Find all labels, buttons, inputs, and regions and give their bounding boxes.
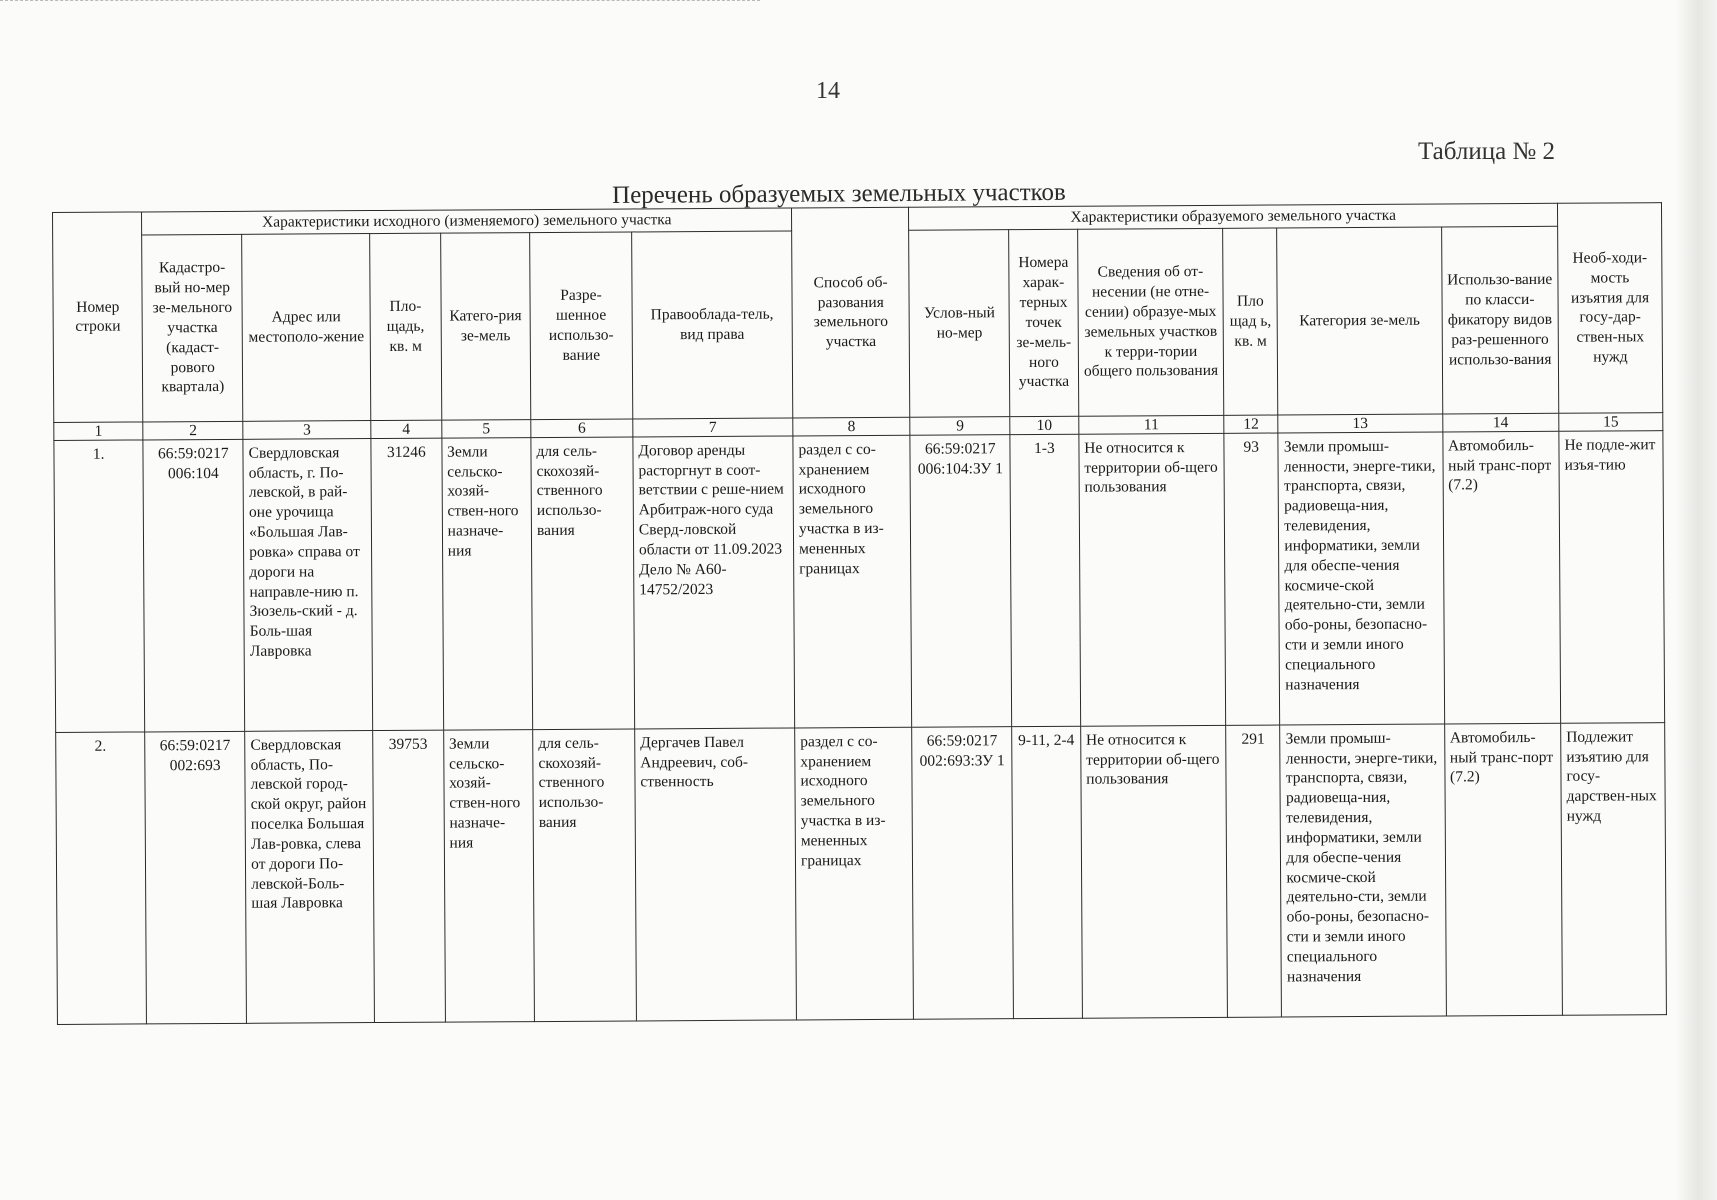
table-label: Таблица № 2	[1418, 138, 1556, 165]
cell-public-use: Не относится к территории об-щего пользования	[1079, 433, 1226, 726]
col-number: 4	[371, 420, 442, 438]
cell-cadastral: 66:59:0217 002:693	[145, 731, 247, 1024]
land-plots-table-wrapper	[52, 202, 1667, 1025]
cell-address: Свердловская область, По-левской город-ской округ, район поселка Большая Лав-ровка, слева от дороги По-левской-Боль-шая Лавровка	[245, 730, 375, 1023]
header-area-new: Пло щад ь, кв. м	[1223, 228, 1278, 415]
col-number: 14	[1442, 413, 1559, 432]
header-address: Адрес или местополо-жение	[242, 233, 371, 421]
col-number: 11	[1079, 415, 1225, 434]
scan-edge-shadow	[1675, 0, 1717, 1200]
table-row	[56, 722, 1667, 1024]
cell-necessity: Подлежит изъятию для госу-дарствен-ных нужд	[1561, 722, 1667, 1015]
document-title: Перечень образуемых земельных участков	[612, 178, 1066, 209]
cell-category: Земли сельско-хозяй-ствен-ного назначе-ния	[442, 437, 533, 730]
header-conditional-number: Услов-ный но-мер	[909, 229, 1010, 417]
cell-area: 39753	[373, 730, 445, 1022]
header-classifier-use: Использо-вание по класси-фикатору видов раз-решенного использо-вания	[1441, 226, 1559, 414]
col-number: 8	[793, 417, 911, 436]
cell-category-new: Земли промыш-ленности, энерге-тики, транспорта, связи, радиовеща-ния, телевидения, информатики, земли для обеспе-чения космиче-ской деятельно-сти, земли обо-роны, безопасно-сти и земли иного специального назначения	[1278, 432, 1444, 725]
cell-cadastral: 66:59:0217 006:104	[143, 439, 245, 732]
header-category-new: Категория зе-мель	[1277, 227, 1442, 415]
col-number: 13	[1278, 414, 1442, 433]
cell-row-number: 2.	[56, 732, 147, 1025]
cell-conditional-number: 66:59:0217 002:693:ЗУ 1	[912, 726, 1014, 1019]
header-row-number: Номер строки	[53, 212, 144, 422]
header-area-source: Пло-щадь, кв. м	[370, 233, 442, 420]
col-number: 3	[243, 420, 371, 439]
col-number: 1	[54, 422, 143, 441]
header-formation-method: Способ об-разования земельного участка	[791, 207, 910, 418]
cell-formation-method: раздел с со-хранением исходного земельного участка в из-мененных границах	[793, 435, 912, 728]
cell-area-new: 291	[1226, 725, 1282, 1017]
table-row	[54, 430, 1665, 732]
header-group-new: Характеристики образуемого земельного участка	[909, 203, 1558, 230]
cell-category-new: Земли промыш-ленности, энерге-тики, транспорта, связи, радиовеща-ния, телевидения, информатики, земли для обеспе-чения космиче-ской деятельно-сти, земли обо-роны, безопасно-сти и земли иного специального назначения	[1280, 724, 1446, 1017]
cell-area: 31246	[371, 438, 443, 730]
cell-permitted-use: для сель-скохозяй-ственного использо-вания	[531, 437, 635, 730]
header-necessity: Необ-ходи-мость изъятия для госу-дар-ствен-ных нужд	[1557, 203, 1662, 413]
header-permitted-use: Разре-шенное использо-вание	[530, 232, 633, 420]
col-number: 2	[143, 421, 243, 440]
col-number: 6	[531, 419, 633, 438]
cell-right-holder: Дергачев Павел Андреевич, соб-ственность	[635, 728, 797, 1021]
header-group-source: Характеристики исходного (изменяемого) земельного участка	[142, 208, 792, 235]
cell-points: 1-3	[1010, 434, 1080, 726]
header-points: Номера харак-терных точек зе-мель-ного участка	[1009, 229, 1079, 416]
col-number: 15	[1559, 412, 1663, 431]
header-cadastral: Кадастро-вый но-мер зе-мельного участка (кадаст-рового квартала)	[142, 234, 243, 422]
cell-necessity: Не подле-жит изъя-тию	[1559, 430, 1665, 723]
col-number: 7	[633, 418, 793, 437]
header-right-holder: Правооблада-тель, вид права	[632, 231, 793, 419]
header-public-use: Сведения об от-несении (не отне-сении) образуе-мых земельных участков к терри-тории общего пользования	[1077, 228, 1224, 416]
col-number: 5	[441, 419, 530, 438]
col-number: 9	[910, 416, 1010, 435]
cell-public-use: Не относится к территории об-щего пользования	[1080, 725, 1227, 1018]
col-number: 12	[1224, 415, 1278, 433]
scan-top-artifact	[0, 0, 760, 5]
cell-category: Земли сельско-хозяй-ствен-ного назначе-ния	[443, 729, 534, 1022]
col-number: 10	[1010, 416, 1079, 434]
cell-area-new: 93	[1224, 433, 1280, 725]
cell-address: Свердловская область, г. По-левской, в рай-оне урочища «Большая Лав-ровка» справа от дороги на направле-нию п. Зюзель-ский - д. Боль-шая Лавровка	[243, 438, 373, 731]
cell-classifier-use: Автомобиль-ный транс-порт (7.2)	[1444, 723, 1562, 1016]
cell-right-holder: Договор аренды расторгнут в соот-ветствии с реше-нием Арбитраж-ного суда Сверд-ловской области от 11.09.2023 Дело № А60-14752/2023	[633, 436, 795, 729]
cell-points: 9-11, 2-4	[1012, 726, 1082, 1018]
header-category-source: Катего-рия зе-мель	[440, 232, 531, 420]
land-plots-table	[52, 202, 1667, 1025]
cell-classifier-use: Автомобиль-ный транс-порт (7.2)	[1442, 431, 1560, 724]
cell-row-number: 1.	[54, 440, 145, 733]
page-number: 14	[816, 78, 840, 104]
cell-permitted-use: для сель-скохозяй-ственного использо-вания	[533, 729, 637, 1022]
cell-formation-method: раздел с со-хранением исходного земельного участка в из-мененных границах	[795, 727, 914, 1020]
cell-conditional-number: 66:59:0217 006:104:ЗУ 1	[910, 434, 1012, 727]
